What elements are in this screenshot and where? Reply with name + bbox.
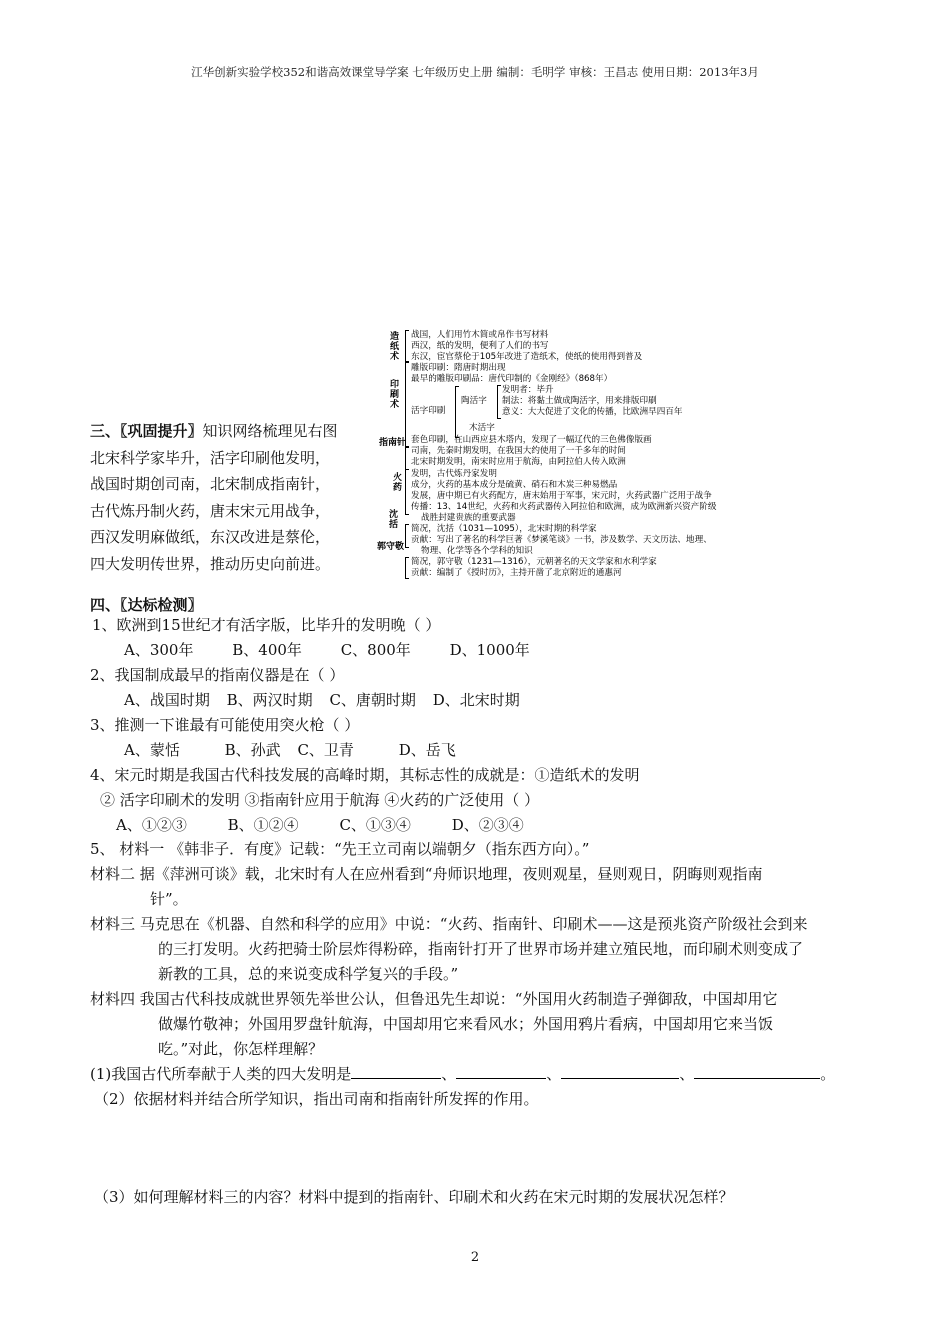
option: C、800年 [340, 641, 411, 659]
option: A、战国时期 [124, 691, 210, 709]
category-compass: 指南针 [379, 438, 407, 448]
material-4-line-2: 做爆竹敬神；外国用罗盘针航海，中国却用它来看风水；外国用鸦片看病，中国却用它来当饭 [158, 1015, 774, 1033]
verse-line: 四大发明传世界，推动历史向前进。 [90, 554, 331, 573]
diagram-row: 最早的雕版印刷品：唐代印制的《金刚经》（868年） [411, 374, 613, 384]
diagram-row: 木活字 [469, 423, 495, 433]
material-2-line-1: 材料二 据《萍洲可谈》载，北宋时有人在应州看到“舟师识地理，夜则观星，昼则观日，阴晦则观指南 [90, 865, 763, 883]
material-3-line-3: 新教的工具，总的来说变成科学复兴的手段。” [158, 965, 459, 983]
category-shen-kuo: 沈括 [389, 510, 399, 530]
answer-blank[interactable] [561, 1064, 679, 1079]
sub-question-1-text: (1)我国古代所奉献于人类的四大发明是 [90, 1065, 352, 1083]
material-2-line-2: 针”。 [150, 890, 188, 908]
option: C、①③④ [339, 816, 411, 834]
option: A、300年 [124, 641, 194, 659]
option: D、1000年 [449, 641, 530, 659]
diagram-row: 发明者：毕升 [502, 385, 554, 395]
option: D、岳飞 [398, 741, 456, 759]
option: D、北宋时期 [432, 691, 520, 709]
answer-blank[interactable] [456, 1064, 546, 1079]
diagram-row: 战胜封建贵族的重要武器 [421, 513, 516, 523]
diagram-row: 东汉，宦官蔡伦于105年改进了造纸术，使纸的使用得到普及 [411, 352, 643, 362]
question-5-material-1: 5、 材料一 《韩非子．有度》记载：“先王立司南以端朝夕（指东西方向）。” [90, 840, 590, 858]
page-number: 2 [470, 1250, 480, 1265]
diagram-row: 雕版印刷：隋唐时期出现 [411, 363, 506, 373]
diagram-row: 简况，郭守敬（1231—1316），元朝著名的天文学家和水利学家 [411, 557, 657, 567]
diagram-row: 套色印刷，在山西应县木塔内，发现了一幅辽代的三色佛像版画 [411, 435, 652, 445]
option: B、①②④ [227, 816, 299, 834]
brace [405, 557, 409, 579]
diagram-row: 司南，先秦时期发明，在我国大约使用了一千多年的时间 [411, 446, 626, 456]
question-3-options [124, 739, 456, 760]
diagram-row: 物理、化学等各个学科的知识 [421, 546, 533, 556]
material-4-line-1: 材料四 我国古代科技成就世界领先举世公认，但鲁迅先生却说：“外国用火药制造子弹御敌，中国却用它 [90, 990, 778, 1008]
answer-blank[interactable] [351, 1064, 441, 1079]
brace [455, 386, 459, 438]
brace [405, 469, 409, 515]
answer-blank[interactable] [694, 1064, 820, 1079]
diagram-sublabel: 陶活字 [461, 396, 487, 406]
material-4-line-3: 吃。”对此，你怎样理解？ [158, 1040, 324, 1058]
material-3-line-2: 的三打发明。火药把骑士阶层炸得粉碎，指南针打开了世界市场并建立殖民地，而印刷术则变成了 [158, 940, 804, 958]
brace [497, 385, 501, 419]
question-1-options [124, 639, 530, 660]
material-3-line-1: 材料三 马克思在《机器、自然和科学的应用》中说：“火药、指南针、印刷术——这是预兆资产阶级社会到来 [90, 915, 808, 933]
category-gunpowder: 火药 [393, 473, 403, 493]
question-2: 2、我国制成最早的指南仪器是在（ ） [90, 666, 345, 684]
diagram-row: 简况，沈括（1031—1095），北宋时期的科学家 [411, 524, 597, 534]
brace [405, 446, 409, 470]
diagram-row: 战国，人们用竹木简或帛作书写材料 [411, 330, 549, 340]
sub-question-2: （2）依据材料并结合所学知识，指出司南和指南针所发挥的作用。 [94, 1090, 539, 1108]
sub-question-1: (1)我国古代所奉献于人类的四大发明是 、 、 、 。 [90, 1065, 836, 1083]
option: B、孙武 [224, 741, 281, 759]
diagram-row: 北宋时期发明，南宋时应用于航海，由阿拉伯人传入欧洲 [411, 457, 626, 467]
category-guo-shoujing: 郭守敬 [377, 542, 405, 552]
option: A、①②③ [116, 816, 187, 834]
question-4-line-1: 4、宋元时期是我国古代科技发展的高峰时期，其标志性的成就是：①造纸术的发明 [90, 766, 640, 784]
diagram-row: 贡献：写出了著名的科学巨著《梦溪笔谈》一书，涉及数学、天文历法、地理、 [411, 535, 712, 545]
option: B、两汉时期 [226, 691, 313, 709]
option: A、蒙恬 [124, 741, 180, 759]
category-paper: 造纸术 [390, 332, 400, 362]
section-4-heading: 四、〖达标检测〗 [90, 596, 203, 614]
diagram-row: 成分，火药的基本成分是硫黄、硝石和木炭三种易燃品 [411, 480, 618, 490]
question-3: 3、推测一下谁最有可能使用突火枪（ ） [90, 716, 360, 734]
question-4-options [116, 814, 524, 835]
option: D、②③④ [451, 816, 524, 834]
verse-line: 北宋科学家毕升，活字印刷他发明， [90, 448, 331, 467]
option: C、卫青 [297, 741, 354, 759]
diagram-row: 意义：大大促进了文化的传播，比欧洲早四百年 [502, 407, 683, 417]
diagram-row: 发展，唐中期已有火药配方，唐末始用于军事，宋元时，火药武器广泛用于战争 [411, 491, 712, 501]
section-3 [90, 418, 380, 577]
verse-line: 西汉发明麻做纸，东汉改进是蔡伦， [90, 528, 331, 546]
option: B、400年 [232, 641, 302, 659]
diagram-sublabel: 活字印刷 [411, 406, 446, 416]
question-1: 1、欧洲到15世纪才有活字版，比毕升的发明晚（ ） [92, 616, 441, 634]
section-3-heading: 三、〖巩固提升〗 [90, 422, 203, 440]
diagram-row: 西汉，纸的发明，便利了人们的书写 [411, 341, 549, 351]
diagram-row: 制法：将黏土做成陶活字，用来排版印刷 [502, 396, 657, 406]
section-3-intro: 知识网络梳理见右图 [202, 422, 338, 440]
verse-line: 战国时期创司南，北宋制成指南针， [90, 475, 331, 493]
brace [405, 330, 409, 362]
question-4-line-2: ② 活字印刷术的发明 ③指南针应用于航海 ④火药的广泛使用（ ） [100, 791, 540, 809]
question-2-options [124, 689, 520, 710]
diagram-row: 传播：13、14世纪，火药和火药武器传入阿拉伯和欧洲，成为欧洲新兴资产阶级 [411, 502, 717, 512]
category-printing: 印刷术 [390, 380, 400, 410]
diagram-row: 发明，古代炼丹家发明 [411, 469, 497, 479]
sub-question-3: （3）如何理解材料三的内容？材料中提到的指南针、印刷术和火药在宋元时期的发展状况怎样？ [94, 1188, 734, 1206]
brace [405, 362, 409, 448]
page-header: 江华创新实验学校352和谐高效课堂导学案 七年级历史上册 编制：毛明学 审核：王昌志 使用日期：2013年3月 [191, 65, 759, 79]
verse-line: 古代炼丹制火药，唐末宋元用战争， [90, 501, 331, 520]
diagram-row: 贡献：编制了《授时历》，主持开凿了北京附近的通惠河 [411, 568, 622, 578]
option: C、唐朝时期 [329, 691, 416, 709]
